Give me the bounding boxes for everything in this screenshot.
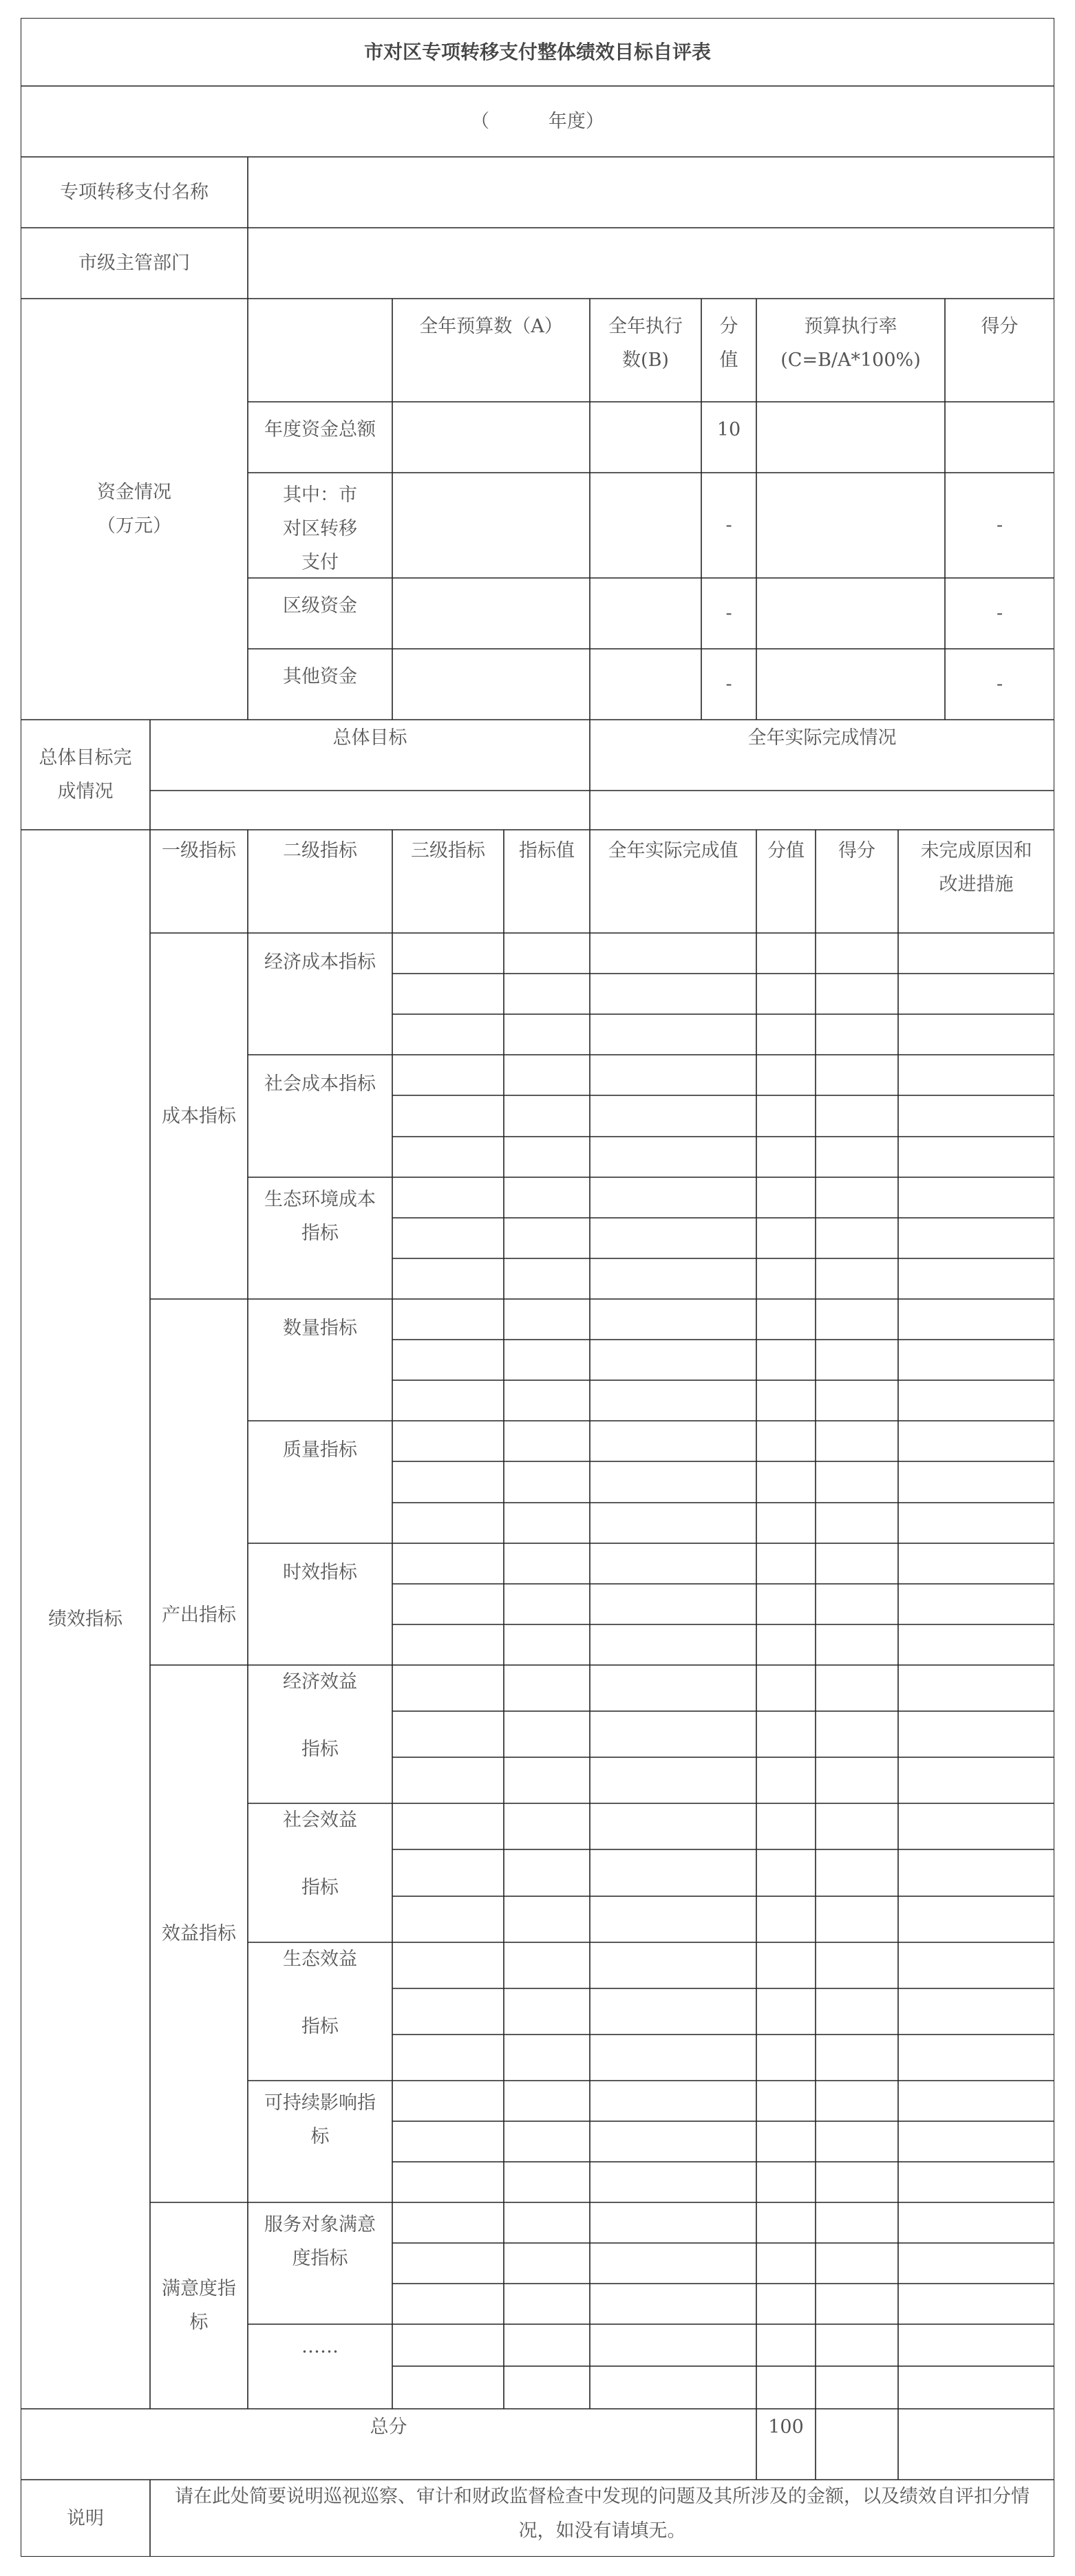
col-reason: 未完成原因和 改进措施 (920, 840, 1032, 895)
col-overall-goal: 总体目标 (332, 727, 407, 749)
l2-sustainable: 可持续影响指 标 (264, 2092, 376, 2147)
row-transfer-payment: 其中：市 对区转移 支付 (283, 484, 357, 573)
row-annual-total: 年度资金总额 (264, 419, 376, 440)
row-other-funds: 其他资金 (283, 666, 357, 687)
col-level1: 一级指标 (162, 840, 236, 861)
goal-section-label: 总体目标完 成情况 (39, 747, 132, 802)
l2-service-satisfaction: 服务对象满意 度指标 (264, 2214, 376, 2269)
transfer-weight-dash: - (725, 515, 732, 536)
evaluation-form (21, 18, 1054, 2557)
col-level3: 三级指标 (411, 840, 485, 861)
note-text: 请在此处简要说明巡视巡察、审计和财政监督检查中发现的问题及其所涉及的金额，以及绩效自评扣分情况，如没有请填无。 (175, 2486, 1030, 2542)
district-weight-dash: - (725, 603, 732, 624)
col-annual-budget: 全年预算数（A） (419, 316, 563, 337)
l2-eco-cost: 生态环境成本 指标 (264, 1189, 376, 1244)
year-line: （ 年度） (471, 111, 604, 132)
col-indicator-value: 指标值 (519, 840, 575, 861)
col-perf-score: 得分 (838, 840, 875, 861)
l2-quantity: 数量指标 (283, 1318, 357, 1339)
l2-eco-benefit: 生态效益 指标 (283, 1949, 357, 2037)
col-perf-weight: 分值 (767, 840, 805, 861)
col-execution-rate: 预算执行率 (C=B/A*100%) (780, 316, 921, 371)
col-level2: 二级指标 (283, 840, 357, 861)
transfer-score-dash: - (996, 515, 1003, 536)
page-title: 市对区专项转移支付整体绩效目标自评表 (363, 41, 711, 63)
department-label: 市级主管部门 (78, 253, 190, 274)
funds-section-label: 资金情况 （万元） (97, 482, 171, 537)
transfer-name-label: 专项转移支付名称 (60, 182, 209, 203)
l2-social-cost: 社会成本指标 (264, 1073, 376, 1095)
row-district-funds: 区级资金 (283, 595, 357, 616)
total-label: 总分 (370, 2416, 407, 2438)
l2-quality: 质量指标 (283, 1439, 357, 1461)
other-weight-dash: - (725, 674, 732, 695)
l2-timeliness: 时效指标 (283, 1562, 357, 1583)
district-score-dash: - (996, 603, 1003, 624)
l1-output: 产出指标 (162, 1604, 236, 1626)
l2-more: …… (301, 2336, 339, 2357)
note-label: 说明 (67, 2507, 104, 2529)
annual-total-weight: 10 (716, 419, 741, 440)
l2-economic-benefit: 经济效益 指标 (283, 1671, 357, 1760)
col-weight: 分 值 (719, 316, 738, 371)
other-score-dash: - (996, 674, 1003, 695)
col-actual-value: 全年实际完成值 (608, 840, 738, 861)
l2-social-benefit: 社会效益 指标 (283, 1810, 357, 1898)
l1-cost: 成本指标 (162, 1105, 236, 1127)
performance-section-label: 绩效指标 (48, 1609, 123, 1630)
l2-economic-cost: 经济成本指标 (264, 952, 376, 973)
l1-satisfaction: 满意度指 标 (162, 2278, 236, 2333)
total-value: 100 (768, 2416, 804, 2438)
col-annual-actual: 全年实际完成情况 (747, 727, 897, 749)
l1-benefit: 效益指标 (162, 1923, 236, 1944)
col-annual-execution: 全年执行 数(B) (608, 316, 683, 371)
col-score: 得分 (981, 316, 1019, 337)
